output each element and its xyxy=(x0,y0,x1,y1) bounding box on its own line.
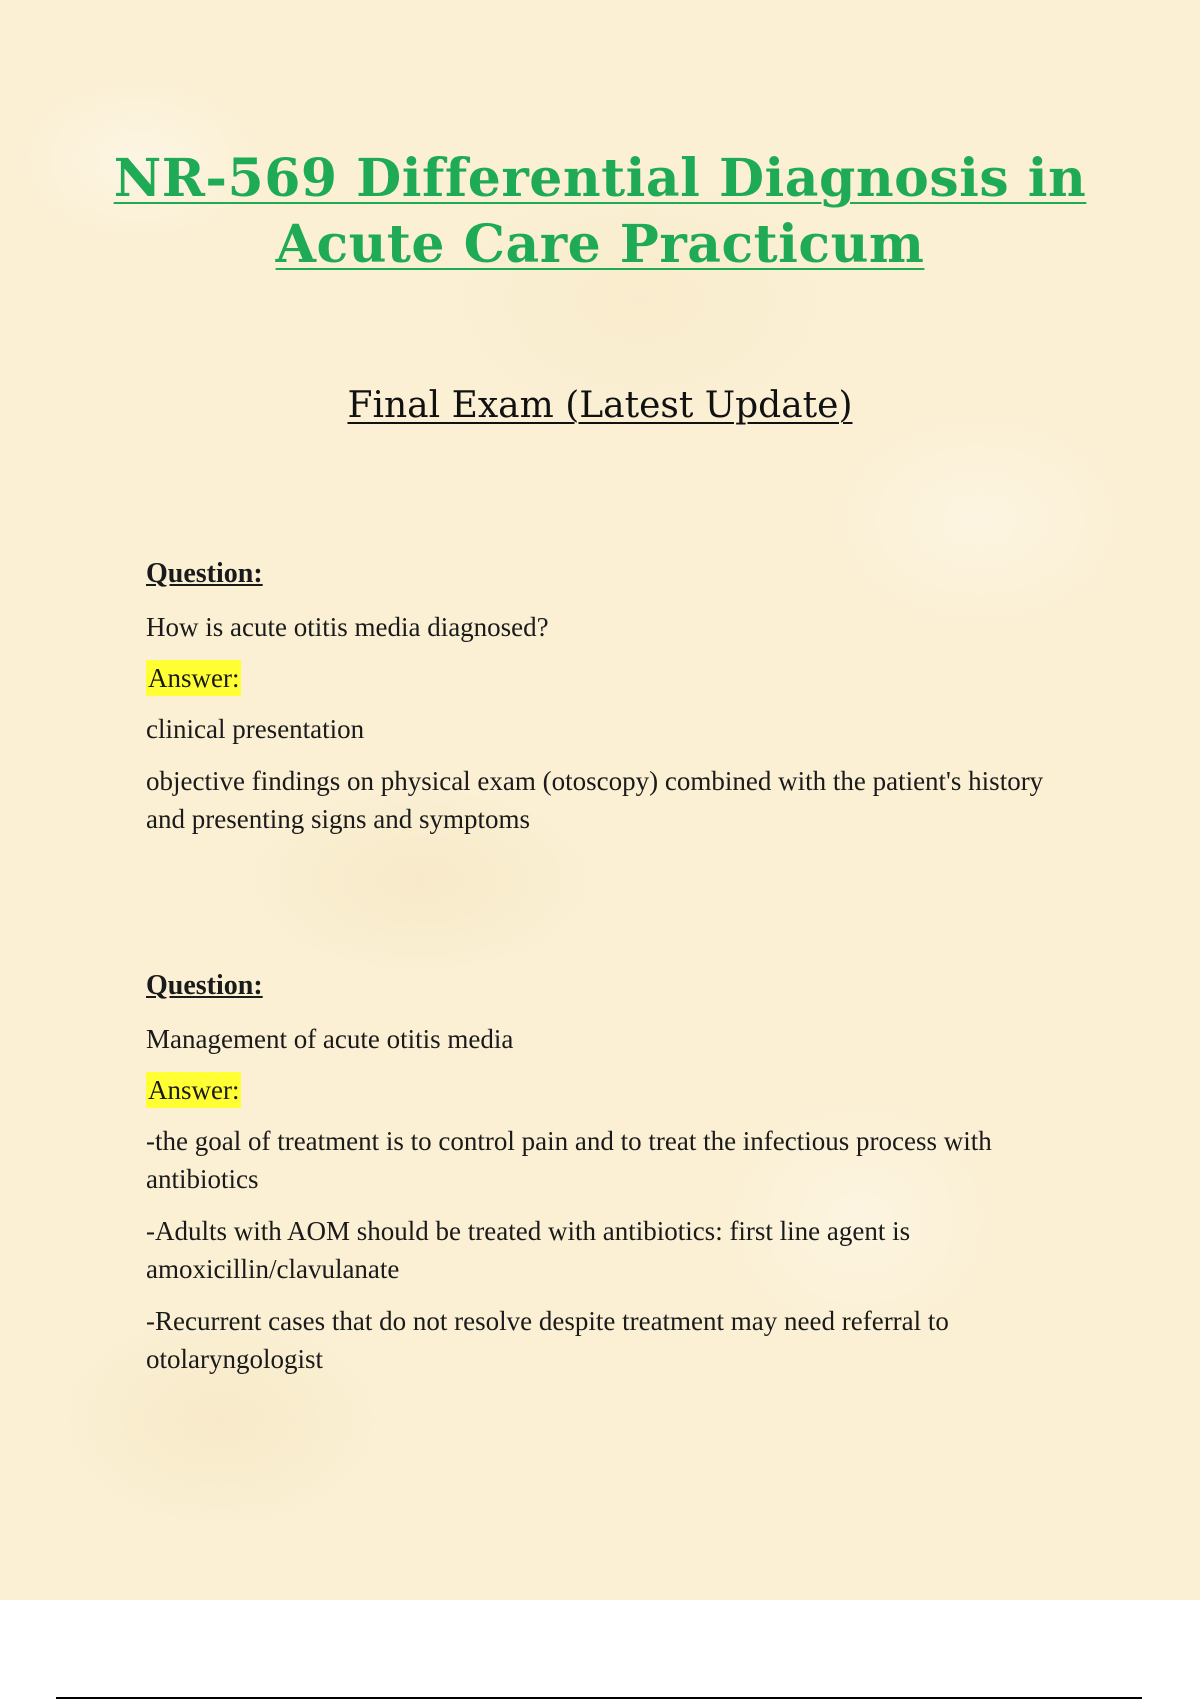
footer-divider xyxy=(56,1697,1142,1699)
answer-label: Answer: xyxy=(146,1072,241,1108)
answer-line: clinical presentation xyxy=(146,714,365,744)
answer-line: -Adults with AOM should be treated with antibiotics: first line agent is amoxicillin/clavulanate xyxy=(146,1216,911,1284)
answer-line: -Recurrent cases that do not resolve despite treatment may need referral to otolaryngologist xyxy=(146,1306,949,1374)
qa-block-1 xyxy=(146,556,1086,852)
answer-line: objective findings on physical exam (otoscopy) combined with the patient's history and presenting signs and symptoms xyxy=(146,766,1044,834)
document-title-line-1: NR-569 Differential Diagnosis in xyxy=(113,148,1087,209)
question-text: Management of acute otitis media xyxy=(146,1024,514,1054)
question-label: Question: xyxy=(146,970,263,1001)
qa-block-2 xyxy=(146,968,1086,1392)
document-title xyxy=(100,146,1100,278)
answer-label: Answer: xyxy=(146,660,241,696)
document-subtitle: Final Exam (Latest Update) xyxy=(347,385,853,426)
answer-line: -the goal of treatment is to control pain and to treat the infectious process with antibiotics xyxy=(146,1126,992,1194)
question-text: How is acute otitis media diagnosed? xyxy=(146,612,549,642)
document-title-line-2: Acute Care Practicum xyxy=(275,214,925,275)
question-label: Question: xyxy=(146,558,263,589)
